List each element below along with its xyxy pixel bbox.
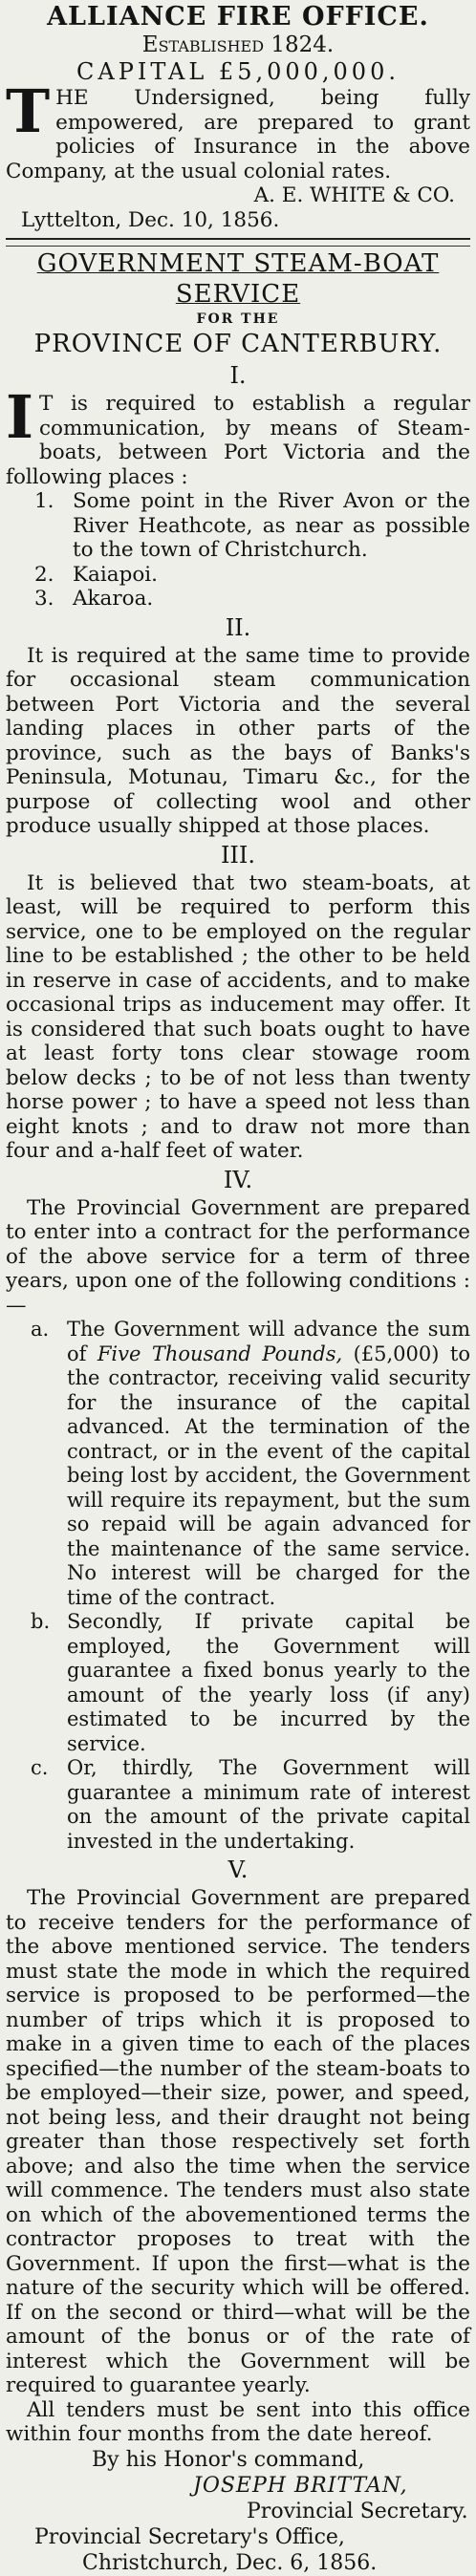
list-text: Some point in the River Avon or the River Heathcote, as near as possible to the town of Christchurch. bbox=[73, 489, 470, 562]
condition-text: Or, thirdly, The Government will guarantee a minimum rate of interest on the amount of the private capital invested in the undertaking. bbox=[67, 1756, 470, 1853]
section-2-body: It is required at the same time to provide for occasional steam communication between Port Victoria and the several landing places in other parts of the province, such as the bays of Banks's Peninsula, Motunau, Timaru &c., for the purpose of collecting wool and other produce usually shipped at those places. bbox=[6, 643, 470, 838]
established-line: Established 1824. bbox=[141, 32, 335, 57]
notice-title: GOVERNMENT STEAM-BOAT SERVICE bbox=[36, 249, 440, 309]
office-line: Provincial Secretary's Office, bbox=[34, 2524, 345, 2549]
drop-cap: I bbox=[6, 382, 34, 452]
province-line: PROVINCE OF CANTERBURY. bbox=[33, 330, 443, 358]
condition-amount: Five Thousand Pounds, bbox=[97, 1342, 343, 1365]
list-item bbox=[6, 563, 470, 588]
for-the-line: FOR THE bbox=[196, 311, 280, 327]
list-number: 2. bbox=[34, 562, 54, 587]
drop-cap: T bbox=[6, 76, 51, 146]
section-3-body: It is believed that two steam-boats, at least, will be required to perform this service, one to be employed on the regular line to be established ; the other to be held in reserve in case of accidents, and to make occasional trips as inducement may offer. It is considered that such boats ought to have at least forty tons clear stowage room below decks ; to be of not less than twenty horse power ; to have a speed not less than eight knots ; and to draw not more than four and a-half feet of water. bbox=[6, 870, 470, 1163]
section-4-body: The Provincial Government are prepared to enter into a contract for the performance of the above service for a term of three years, upon one of the following conditions :— bbox=[6, 1195, 470, 1318]
list-text: Kaiapoi. bbox=[73, 562, 158, 587]
condition-c bbox=[6, 1756, 470, 1854]
condition-letter: b. bbox=[31, 1610, 51, 1633]
condition-letter: c. bbox=[31, 1756, 49, 1779]
place-date: Christchurch, Dec. 6, 1856. bbox=[82, 2550, 378, 2575]
notice-body bbox=[6, 76, 470, 183]
list-item bbox=[6, 587, 470, 612]
section-heading-3: III. bbox=[220, 841, 256, 869]
condition-text bbox=[67, 1318, 470, 1610]
condition-text-pre: The Government will advance the sum of bbox=[67, 1318, 470, 1365]
section-heading-5: V. bbox=[227, 1857, 249, 1883]
place-date: Lyttelton, Dec. 10, 1856. bbox=[21, 207, 280, 232]
section-1-body bbox=[6, 382, 470, 489]
places-list bbox=[6, 489, 470, 612]
section-heading-4: IV. bbox=[223, 1166, 253, 1193]
steam-boat-service-notice bbox=[6, 248, 470, 2576]
condition-text: Secondly, If private capital be employed, the Government will guarantee a fixed bonus yearly to the amount of the yearly loss (if any) estimated to be incurred by the service. bbox=[67, 1610, 470, 1755]
signer-title: Provincial Secretary. bbox=[247, 2499, 468, 2523]
list-item bbox=[6, 489, 470, 563]
list-number: 1. bbox=[34, 489, 54, 513]
list-number: 3. bbox=[34, 587, 54, 611]
condition-text-post: (£5,000) to the contractor, receiving valid security for the insurance of the capital advanced. At the termination of the contract, or in the event of the capital being lost by accident, the Government will require its repayment, but the sum so repaid will be again advanced for the maintenance of the same service. No interest will be charged for the time of the contract. bbox=[67, 1342, 470, 1609]
divider-thin bbox=[6, 246, 470, 247]
notice-title: ALLIANCE FIRE OFFICE. bbox=[47, 2, 429, 32]
body-text: T is required to establish a regular communication, by means of Steam-boats, between Port Victoria and the following places : bbox=[6, 392, 470, 489]
signer-name: JOSEPH BRITTAN, bbox=[193, 2473, 408, 2498]
condition-a bbox=[6, 1318, 470, 1610]
list-text: Akaroa. bbox=[73, 587, 154, 611]
section-heading-2: II. bbox=[225, 613, 251, 641]
body-text: HE Undersigned, being fully empowered, are prepared to grant policies of Insurance in the above Company, at the usual colonial rates. bbox=[6, 86, 470, 183]
capital-line: CAPITAL £5,000,000. bbox=[76, 58, 400, 85]
condition-letter: a. bbox=[31, 1318, 50, 1341]
command-line: By his Honor's command, bbox=[92, 2447, 365, 2472]
divider bbox=[6, 238, 470, 240]
condition-b bbox=[6, 1610, 470, 1756]
tender-deadline: All tenders must be sent into this office within four months from the date hereof. bbox=[6, 2397, 470, 2446]
section-5-body: The Provincial Government are prepared to receive tenders for the performance of the above mentioned service. The tenders must state the mode in which the required service is proposed to be performed—the number of trips which it is proposed to make in a given time to each of the places specified—the number of the steam-boats to be employed—their size, power, and speed, not being less, and their draught not being greater than those respectively set forth above; and also the time when the service will commence. The tenders must also state on which of the abovementioned terms the contractor proposes to treat with the Government. If upon the first—what is the nature of the security which will be offered. If on the second or third—what will be the amount of the bonus or of the rate of interest which the Government will be required to guarantee yearly. bbox=[6, 1886, 470, 2397]
alliance-fire-office-notice bbox=[6, 2, 470, 232]
section-heading-1: I. bbox=[229, 362, 247, 389]
signer: A. E. WHITE & CO. bbox=[253, 183, 455, 207]
